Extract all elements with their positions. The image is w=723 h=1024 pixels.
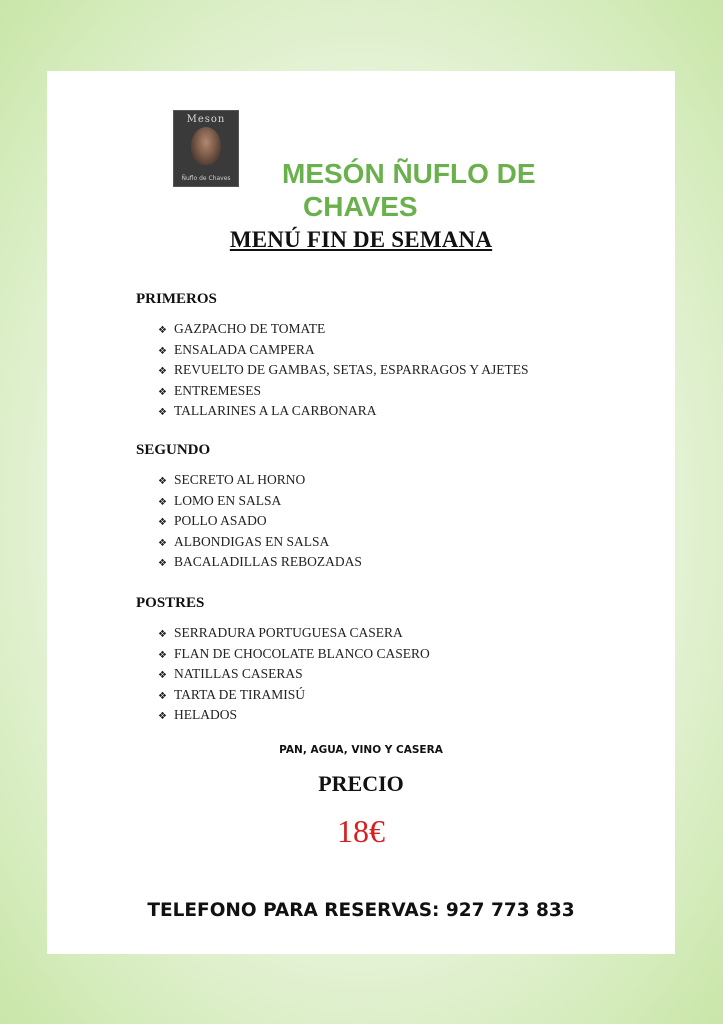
list-item [158,706,656,727]
list-item [158,553,656,574]
reservation-phone: TELEFONO PARA RESERVAS: 927 773 833 [147,900,575,921]
diamond-bullet-icon: ❖ [158,366,167,378]
list-item [158,361,656,382]
diamond-bullet-icon: ❖ [158,476,167,487]
diamond-bullet-icon: ❖ [158,537,167,549]
list-item [158,341,656,362]
dish-name: ALBONDIGAS EN SALSA [174,533,330,549]
menu-page [47,71,675,954]
dish-name: SECRETO AL HORNO [174,472,306,487]
list-item [158,512,656,533]
list-item [158,402,656,423]
restaurant-name [47,157,675,223]
list-item [158,492,656,513]
restaurant-name-line1: MESÓN ÑUFLO DE [282,158,536,189]
included-extras: PAN, AGUA, VINO Y CASERA [279,744,443,756]
list-item [158,645,656,666]
diamond-bullet-icon: ❖ [158,325,167,336]
dish-name: GAZPACHO DE TOMATE [174,321,326,336]
diamond-bullet-icon: ❖ [158,345,167,357]
diamond-bullet-icon: ❖ [158,670,167,682]
diamond-bullet-icon: ❖ [158,558,167,570]
dish-name: NATILLAS CASERAS [174,666,303,682]
dish-name: LOMO EN SALSA [174,492,282,508]
list-item [158,665,656,686]
list-item [158,624,656,645]
price-value: 18€ [337,813,385,849]
section-segundo [136,442,656,574]
dish-name: HELADOS [174,707,237,723]
list-item [158,320,656,341]
dish-name: FLAN DE CHOCOLATE BLANCO CASERO [174,645,430,661]
dish-name: REVUELTO DE GAMBAS, SETAS, ESPARRAGOS Y AJETES [174,362,529,378]
list-item [158,686,656,707]
diamond-bullet-icon: ❖ [158,496,167,508]
dish-name: ENTREMESES [174,382,262,398]
dish-name: TALLARINES A LA CARBONARA [174,403,377,419]
section-title: SEGUNDO [136,442,211,458]
dish-list [136,471,656,574]
section-primeros [136,291,656,423]
section-title: POSTRES [136,595,205,611]
list-item [158,471,656,492]
dish-list [136,320,656,423]
logo-bottom-text: Ñuflo de Chaves [181,175,231,182]
dish-name: SERRADURA PORTUGUESA CASERA [174,625,403,640]
restaurant-name-line2: CHAVES [303,191,418,222]
dish-name: BACALADILLAS REBOZADAS [174,554,362,570]
diamond-bullet-icon: ❖ [158,629,167,640]
diamond-bullet-icon: ❖ [158,649,167,661]
diamond-bullet-icon: ❖ [158,407,167,419]
logo-top-text: Meson [186,114,226,125]
section-title: PRIMEROS [136,291,217,307]
section-postres [136,595,656,727]
dish-name: ENSALADA CAMPERA [174,341,315,357]
dish-list [136,624,656,727]
price-label: PRECIO [318,771,404,796]
menu-title: MENÚ FIN DE SEMANA [229,227,493,252]
list-item [158,382,656,403]
diamond-bullet-icon: ❖ [158,690,167,702]
diamond-bullet-icon: ❖ [158,517,167,529]
diamond-bullet-icon: ❖ [158,711,167,723]
diamond-bullet-icon: ❖ [158,386,167,398]
dish-name: TARTA DE TIRAMISÚ [174,686,306,702]
list-item [158,533,656,554]
dish-name: POLLO ASADO [174,513,267,529]
